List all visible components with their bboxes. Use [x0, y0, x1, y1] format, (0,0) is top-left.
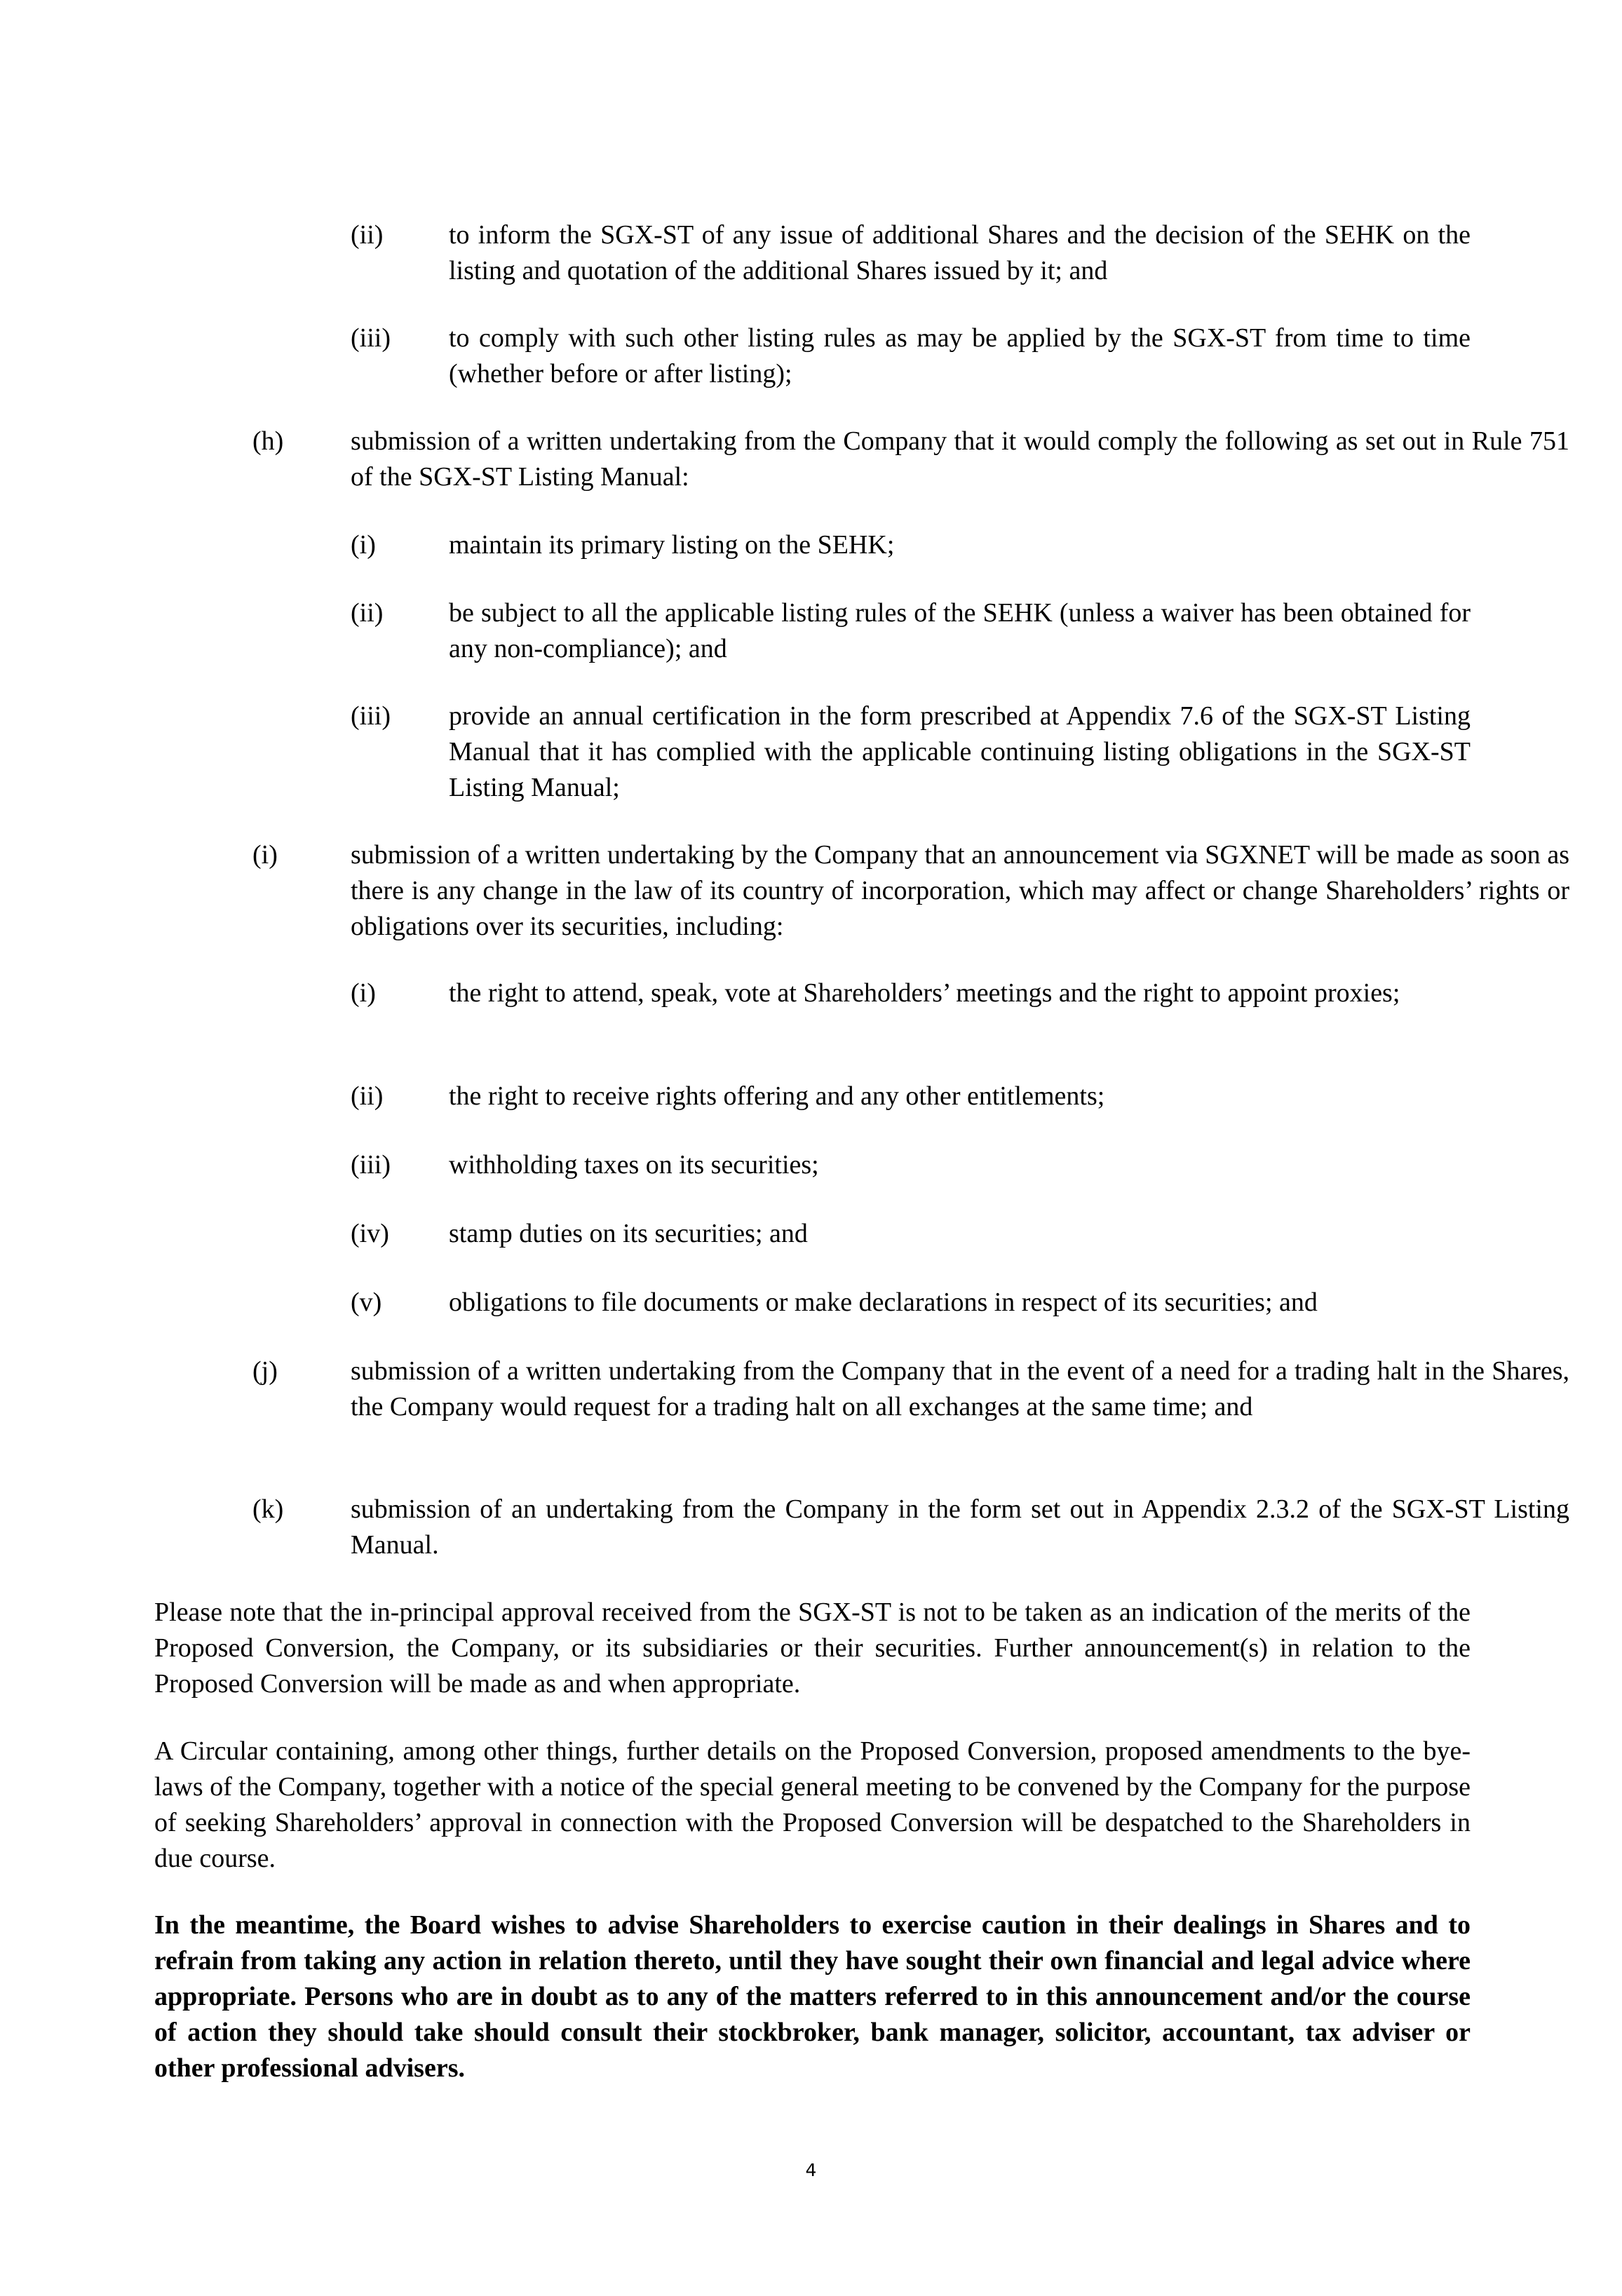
item-label: (j): [252, 1356, 278, 1386]
item-text: stamp duties on its securities; and: [449, 1219, 808, 1248]
item-text: the right to receive rights offering and any other entitlements;: [449, 1081, 1105, 1111]
item-label: (iii): [351, 1150, 391, 1180]
item-label: (i): [351, 530, 376, 560]
item-label: (ii): [351, 1081, 384, 1111]
item-text: the right to attend, speak, vote at Shareholders’ meetings and the right to appoint proxies;: [449, 978, 1400, 1008]
item-text: to comply with such other listing rules as may be applied by the SGX-ST from time to time (whether before or after listing);: [449, 323, 1471, 389]
item-text: to inform the SGX-ST of any issue of additional Shares and the decision of the SEHK on the listing and quotation of the additional Shares issued by it; and: [449, 220, 1471, 285]
item-text: maintain its primary listing on the SEHK;: [449, 530, 895, 560]
item-label: (i): [351, 978, 376, 1008]
item-label: (v): [351, 1288, 382, 1317]
item-label: (iv): [351, 1219, 389, 1248]
item-label: (k): [252, 1494, 284, 1524]
item-label: (ii): [351, 220, 384, 250]
paragraph-circular: A Circular containing, among other things, further details on the Proposed Conversion, proposed amendments to the bye-laws of the Company, together with a notice of the special general meeting to be convened by the Company for the purpose of seeking Shareholders’ approval in connection with the Proposed Conversion will be despatched to the Shareholders in due course.: [154, 1736, 1471, 1873]
item-text: obligations to file documents or make declarations in respect of its securities; and: [449, 1288, 1318, 1317]
item-text: submission of a written undertaking by the Company that an announcement via SGXNET will be made as soon as there is any change in the law of its country of incorporation, which may affect or change Shareholders’ rights or obligations over its securities, including:: [351, 840, 1569, 941]
page-number: 4: [805, 2160, 817, 2180]
item-text: submission of a written undertaking from the Company that it would comply the following as set out in Rule 751 of the SGX-ST Listing Manual:: [351, 426, 1569, 492]
item-text: submission of a written undertaking from the Company that in the event of a need for a trading halt in the Shares, the Company would request for a trading halt on all exchanges at the same time; and: [351, 1356, 1569, 1422]
item-label: (iii): [351, 701, 391, 731]
item-text: be subject to all the applicable listing rules of the SEHK (unless a waiver has been obtained for any non-compliance); and: [449, 598, 1471, 663]
item-label: (i): [252, 840, 278, 870]
item-label: (iii): [351, 323, 391, 353]
item-label: (h): [252, 426, 284, 456]
item-label: (ii): [351, 598, 384, 628]
item-text: withholding taxes on its securities;: [449, 1150, 819, 1180]
paragraph-in-principal-approval: Please note that the in-principal approval received from the SGX-ST is not to be taken as an indication of the merits of the Proposed Conversion, the Company, or its subsidiaries or their securities. Further announcement(s) in relation to the Proposed Conversion will be made as and when appropriate.: [154, 1598, 1471, 1699]
item-text: provide an annual certification in the form prescribed at Appendix 7.6 of the SGX-ST Listing Manual that it has complied with the applicable continuing listing obligations in the SGX-ST Listing Manual;: [449, 701, 1471, 802]
item-text: submission of an undertaking from the Company in the form set out in Appendix 2.3.2 of the SGX-ST Listing Manual.: [351, 1494, 1569, 1560]
paragraph-caution-notice: In the meantime, the Board wishes to advise Shareholders to exercise caution in their dealings in Shares and to refrain from taking any action in relation thereto, until they have sought their own financial and legal advice where appropriate. Persons who are in doubt as to any of the matters referred to in this announcement and/or the course of action they should take should consult their stockbroker, bank manager, solicitor, accountant, tax adviser or other professional advisers.: [154, 1910, 1471, 2083]
